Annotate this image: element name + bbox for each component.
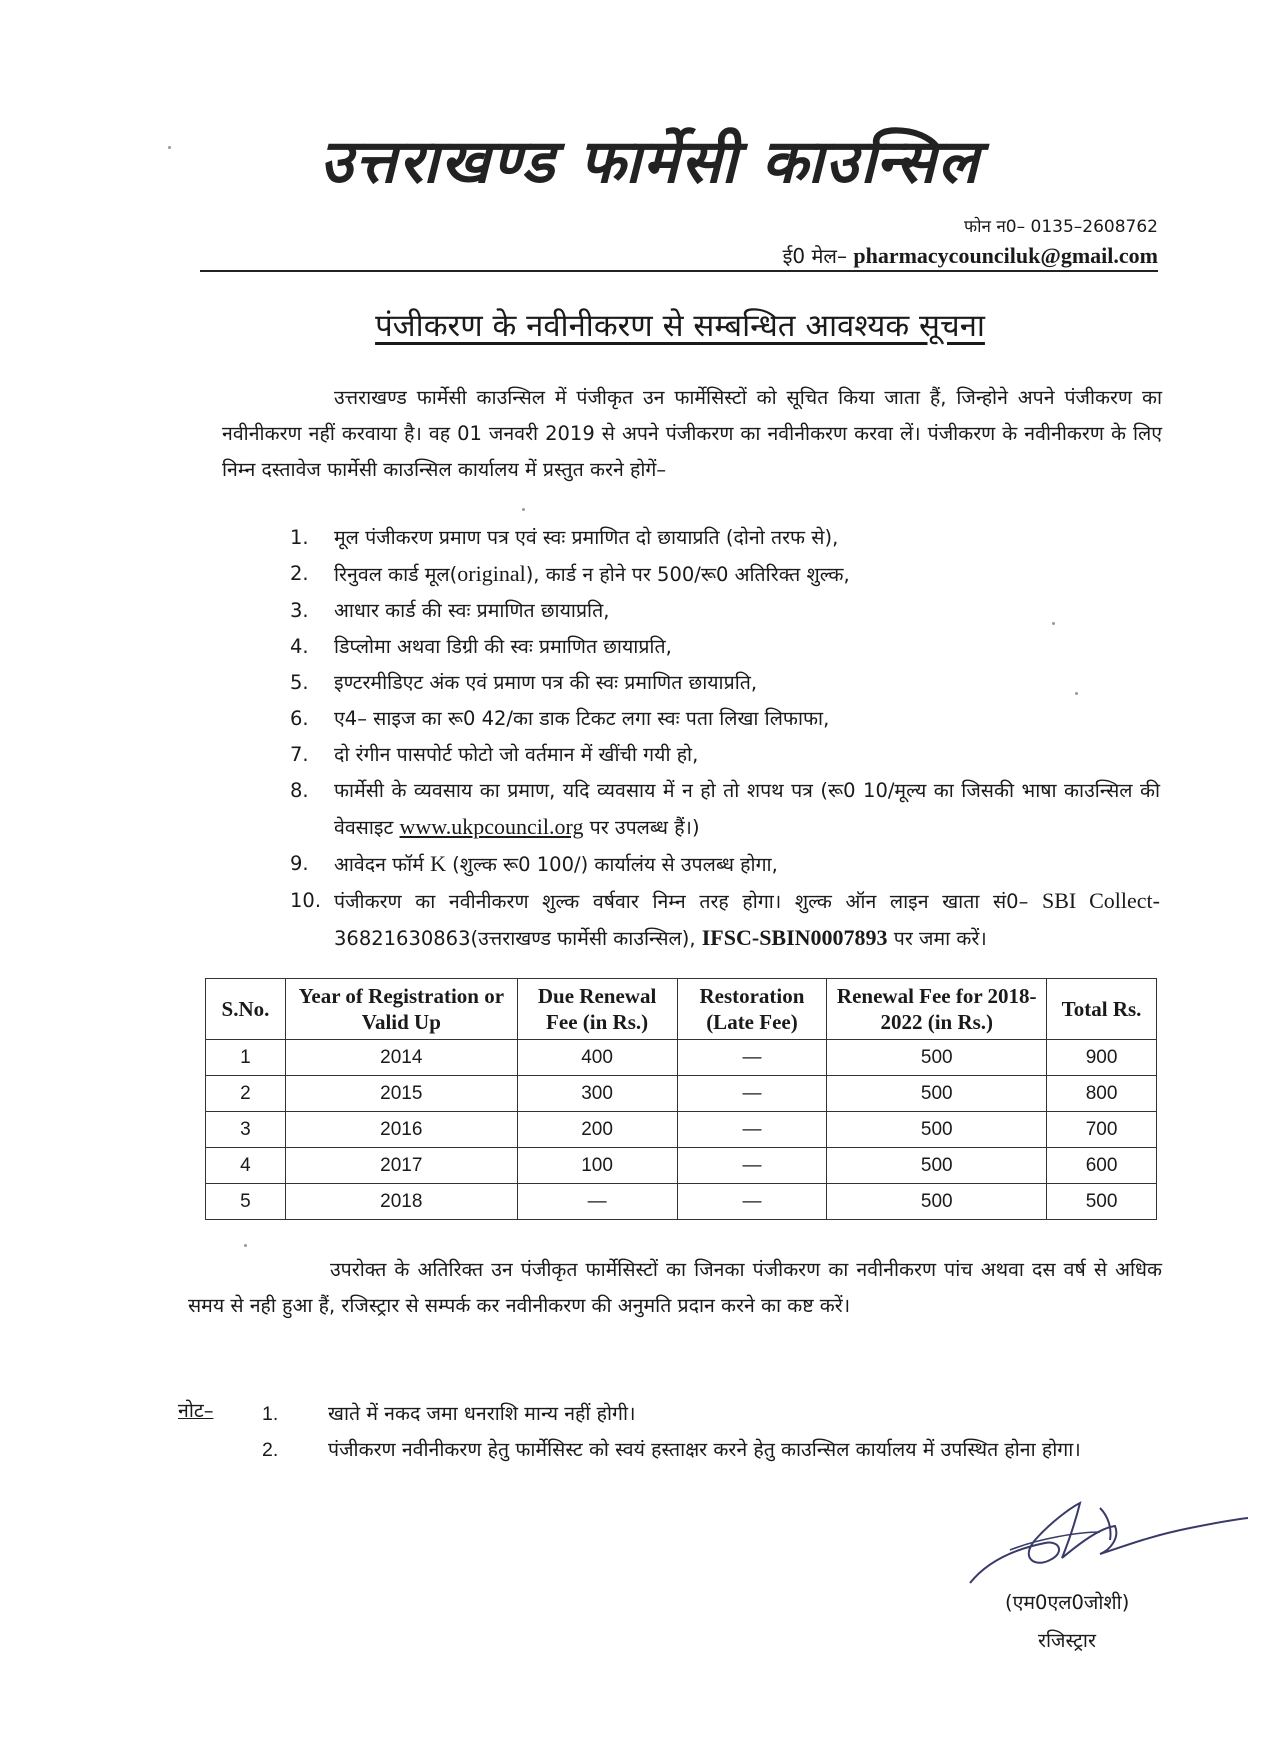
table-cell: 2 bbox=[206, 1076, 286, 1112]
note-label: नोट– bbox=[178, 1399, 214, 1422]
table-cell: 2016 bbox=[285, 1112, 517, 1148]
table-cell: 700 bbox=[1047, 1112, 1157, 1148]
table-cell: 500 bbox=[1047, 1184, 1157, 1220]
email-line bbox=[783, 242, 1158, 269]
phone-line bbox=[964, 214, 1158, 237]
table-cell: 500 bbox=[827, 1040, 1047, 1076]
table-cell: 800 bbox=[1047, 1076, 1157, 1112]
table-header-row bbox=[206, 979, 1157, 1040]
list-item: 3. आधार कार्ड की स्वः प्रमाणित छायाप्रति, bbox=[290, 599, 610, 622]
column-header: Restoration (Late Fee) bbox=[677, 979, 827, 1040]
table-cell: 200 bbox=[517, 1112, 677, 1148]
phone-label: फोन न0– bbox=[964, 217, 1026, 237]
table-row bbox=[206, 1076, 1157, 1112]
list-item: 1. मूल पंजीकरण प्रमाण पत्र एवं स्वः प्रमाणित दो छायाप्रति (दोनो तरफ से), bbox=[290, 526, 839, 549]
table-cell: 500 bbox=[827, 1076, 1047, 1112]
table-cell: 100 bbox=[517, 1148, 677, 1184]
list-item: 6. ए4– साइज का रू0 42/का डाक टिकट लगा स्वः पता लिखा लिफाफा, bbox=[290, 707, 830, 730]
header-divider bbox=[200, 270, 1158, 272]
table-cell: 4 bbox=[206, 1148, 286, 1184]
table-cell: 2015 bbox=[285, 1076, 517, 1112]
list-item: 8. फार्मेसी के व्यवसाय का प्रमाण, यदि व्यवसाय में न हो तो शपथ पत्र (रू0 10/मूल्य का जिसकी भाषा काउन्सिल की वेवसाइट www.ukpcouncil.org पर उपलब्ध हैं।) bbox=[290, 779, 1160, 839]
column-header: Renewal Fee for 2018-2022 (in Rs.) bbox=[827, 979, 1047, 1040]
table-cell: 900 bbox=[1047, 1040, 1157, 1076]
table-row bbox=[206, 1184, 1157, 1220]
intro-paragraph: उत्तराखण्ड फार्मेसी काउन्सिल में पंजीकृत उन फार्मेसिस्टों को सूचित किया जाता हैं, जिन्होने अपने पंजीकरण का नवीनीकरण नहीं करवाया है। वह 01 जनवरी 2019 से अपने पंजीकरण का नवीनीकरण करवा लें। पंजीकरण के नवीनीकरण के लिए निम्न दस्तावेज फार्मेसी काउन्सिल कार्यालय में प्रस्तुत करने होगें– bbox=[222, 386, 1162, 481]
list-item: 5. इण्टरमीडिएट अंक एवं प्रमाण पत्र की स्वः प्रमाणित छायाप्रति, bbox=[290, 671, 758, 694]
table-cell: 2014 bbox=[285, 1040, 517, 1076]
list-item: 10. पंजीकरण का नवीनीकरण शुल्क वर्षवार निम्न तरह होगा। शुल्क ऑन लाइन खाता सं0– SBI Collect- 36821630863(उत्तराखण्ड फार्मेसी काउन्सिल), IFSC-SBIN0007893 पर जमा करें। bbox=[290, 888, 1160, 950]
table-cell: 300 bbox=[517, 1076, 677, 1112]
table-cell: 2018 bbox=[285, 1184, 517, 1220]
list-item: 2. रिनुवल कार्ड मूल(original), कार्ड न होने पर 500/रू0 अतिरिक्त शुल्क, bbox=[290, 561, 850, 586]
table-cell: 600 bbox=[1047, 1148, 1157, 1184]
renewal-fee-table bbox=[205, 978, 1157, 1220]
table-row bbox=[206, 1148, 1157, 1184]
column-header: Due Renewal Fee (in Rs.) bbox=[517, 979, 677, 1040]
scan-speck bbox=[1052, 622, 1055, 625]
list-item: 4. डिप्लोमा अथवा डिग्री की स्वः प्रमाणित छायाप्रति, bbox=[290, 635, 672, 658]
table-cell: — bbox=[677, 1148, 827, 1184]
table-cell: — bbox=[677, 1184, 827, 1220]
signatory-name: (एम0एल0जोशी) bbox=[1005, 1591, 1130, 1614]
signature-mark bbox=[950, 1488, 1250, 1598]
column-header: S.No. bbox=[206, 979, 286, 1040]
scan-speck bbox=[168, 146, 171, 149]
column-header: Year of Registration or Valid Up bbox=[285, 979, 517, 1040]
list-item: 2. पंजीकरण नवीनीकरण हेतु फार्मेसिस्ट को स्वयं हस्ताक्षर करने हेतु काउन्सिल कार्यालय में उपस्थित होना होगा। bbox=[262, 1438, 1081, 1461]
phone-number: 0135–2608762 bbox=[1030, 217, 1158, 237]
table-cell: — bbox=[677, 1040, 827, 1076]
table-row bbox=[206, 1040, 1157, 1076]
table-cell: — bbox=[517, 1184, 677, 1220]
table-cell: 500 bbox=[827, 1112, 1047, 1148]
website-link[interactable]: www.ukpcouncil.org bbox=[399, 814, 584, 839]
list-item: 1. खाते में नकद जमा धनराशि मान्य नहीं होगी। bbox=[262, 1402, 636, 1425]
column-header: Total Rs. bbox=[1047, 979, 1157, 1040]
list-item: 7. दो रंगीन पासपोर्ट फोटो जो वर्तमान में खींची गयी हो, bbox=[290, 743, 699, 766]
table-cell: 3 bbox=[206, 1112, 286, 1148]
note-list bbox=[262, 1396, 1162, 1468]
scan-speck bbox=[1075, 692, 1078, 695]
notice-subject: पंजीकरण के नवीनीकरण से सम्बन्धित आवश्यक सूचना bbox=[375, 308, 985, 344]
table-cell: 5 bbox=[206, 1184, 286, 1220]
signatory-designation: रजिस्ट्रार bbox=[1038, 1629, 1096, 1652]
table-cell: 1 bbox=[206, 1040, 286, 1076]
list-item: 9. आवेदन फॉर्म K (शुल्क रू0 100/) कार्यालंय से उपलब्ध होगा, bbox=[290, 851, 778, 876]
scan-speck bbox=[522, 508, 525, 511]
table-cell: 400 bbox=[517, 1040, 677, 1076]
email-label: ई0 मेल– bbox=[782, 244, 847, 268]
email-address: pharmacycounciluk@gmail.com bbox=[853, 243, 1158, 268]
table-cell: 500 bbox=[827, 1148, 1047, 1184]
scan-speck bbox=[244, 1244, 247, 1247]
document-list bbox=[290, 520, 1160, 957]
council-name-heading: उत्तराखण्ड फार्मेसी काउन्सिल bbox=[320, 127, 981, 197]
table-row bbox=[206, 1112, 1157, 1148]
table-cell: 2017 bbox=[285, 1148, 517, 1184]
table-cell: — bbox=[677, 1076, 827, 1112]
table-cell: — bbox=[677, 1112, 827, 1148]
additional-paragraph: उपरोक्त के अतिरिक्त उन पंजीकृत फार्मेसिस्टों का जिनका पंजीकरण का नवीनीकरण पांच अथवा दस वर्ष से अधिक समय से नही हुआ हैं, रजिस्ट्रार से सम्पर्क कर नवीनीकरण की अनुमति प्रदान करने का कष्ट करें। bbox=[188, 1258, 1162, 1317]
table-cell: 500 bbox=[827, 1184, 1047, 1220]
